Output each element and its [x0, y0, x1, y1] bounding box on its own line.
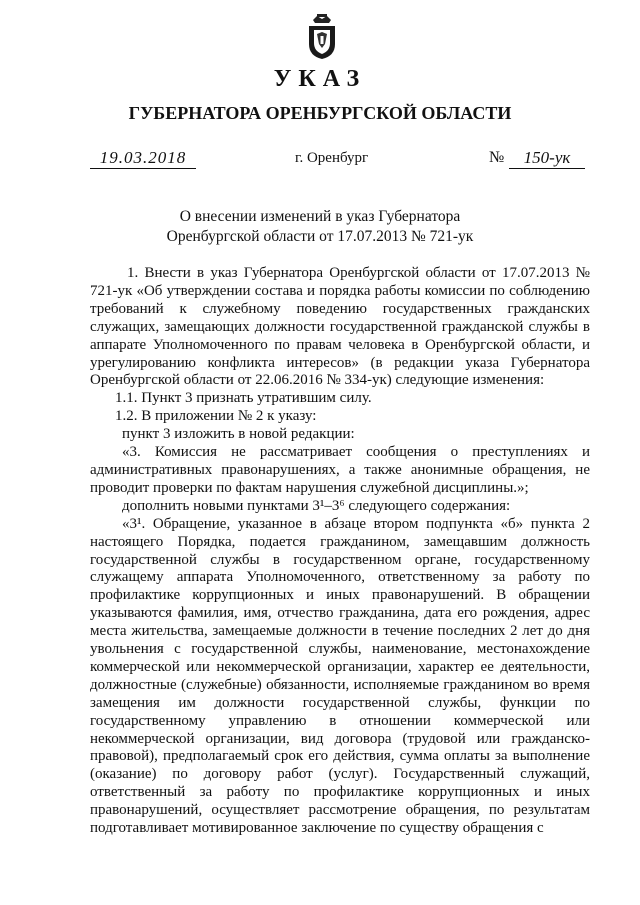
decree-heading — [120, 207, 520, 247]
heading-line-2: Оренбургской области от 17.07.2013 № 721-ук — [166, 228, 474, 245]
body-paragraph: пункт 3 изложить в новой редакции: — [122, 426, 355, 443]
body-paragraph: 1. Внести в указ Губернатора Оренбургской области от 17.07.2013 № 721-ук «Об утверждении состава и порядка работы комиссии по соблюдению требований к служебному поведению государственных гражданских служащих, замещающих должности государственной гражданской службы в аппарате Уполномоченного по правам человека в Оренбургской области, и урегулированию конфликта интересов» (в редакции указа Губернатора Оренбургской области от 22.06.2016 № 334-ук) следующие изменения: — [90, 265, 590, 389]
coat-of-arms-emblem — [305, 14, 339, 60]
decree-number-label: № — [489, 149, 505, 166]
body-paragraph: дополнить новыми пунктами 3¹–3⁶ следующего содержания: — [122, 497, 511, 514]
body-paragraph: 1.1. Пункт 3 признать утратившим силу. — [115, 390, 372, 407]
heading-line-1: О внесении изменений в указ Губернатора — [179, 208, 461, 225]
body-paragraph: «3¹. Обращение, указанное в абзаце втором подпункта «б» пункта 2 настоящего Порядка, подается гражданином, замещавшим должность государственной службы в государственном органе, государственному служащему аппарата Уполномоченного, ответственному за работу по профилактике коррупционных и иных правонарушений. В обращении указываются фамилия, имя, отчество гражданина, дата его рождения, адрес места жительства, замещаемые должности в течение последних 2 лет до дня увольнения с государственной службы, наименование, местонахождение коммерческой или некоммерческой организации, характер ее деятельности, должностные (служебные) обязанности, исполняемые гражданином во время замещения им должности государственной службы, функции по государственному управлению в отношении коммерческой или некоммерческой организации, вид договора (трудовой или гражданско-правовой), предполагаемый срок его действия, сумма оплаты за выполнение (оказание) по договору работ (услуг). Государственный служащий, ответственный за работу по профилактике коррупционных и иных правонарушений, осуществляет рассмотрение обращения, по результатам подготавливает мотивированное заключение по существу обращения с — [90, 515, 590, 837]
decree-number: 150-ук — [509, 148, 585, 169]
body-paragraph: 1.2. В приложении № 2 к указу: — [115, 408, 317, 425]
document-issuer: ГУБЕРНАТОРА ОРЕНБУРГСКОЙ ОБЛАСТИ — [128, 103, 512, 123]
decree-body — [90, 265, 590, 838]
decree-city: г. Оренбург — [295, 150, 369, 166]
document-title: УКАЗ — [273, 66, 367, 92]
body-paragraph: «3. Комиссия не рассматривает сообщения о преступлениях и административных правонарушениях, а также анонимные обращения, не проводит проверки по фактам нарушения служебной дисциплины.»; — [90, 444, 590, 496]
decree-date: 19.03.2018 — [90, 148, 196, 169]
